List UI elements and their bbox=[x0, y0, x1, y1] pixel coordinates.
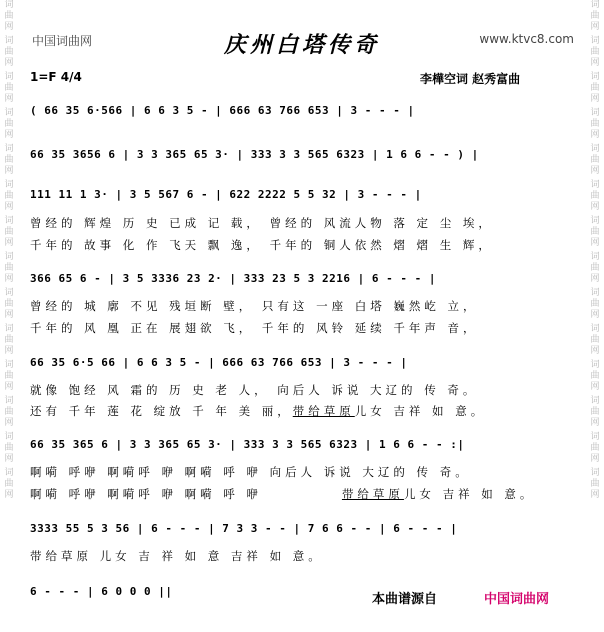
lyric-row-3b: 千年的 故事 化 作 飞天 飘 逸， 千年的 铜人依然 熠 熠 生 辉， bbox=[30, 238, 494, 252]
notation-row-8: 6 - - - | 6 0 0 0 || bbox=[30, 585, 173, 598]
notation-row-5: 66 35 6·5 66 | 6 6 3 5 - | 666 63 766 653 | 3 - - - | bbox=[30, 356, 408, 369]
notation-row-4: 366 65 6 - | 3 5 3336 23 2· | 333 23 5 3 2216 | 6 - - - | bbox=[30, 272, 436, 285]
watermark-glyph: 词 曲 网 bbox=[4, 216, 14, 248]
key-signature: 1=F 4/4 bbox=[30, 70, 82, 84]
lyric-row-5a: 就像 饱经 风 霜的 历 史 老 人， 向后人 诉说 大辽的 传 奇。 bbox=[30, 383, 479, 397]
notation-row-7: 3333 55 5 3 56 | 6 - - - | 7 3 3 - - | 7 6 6 - - | 6 - - - | bbox=[30, 522, 458, 535]
watermark-glyph: 词 曲 网 bbox=[4, 144, 14, 176]
watermark-glyph: 词 曲 网 bbox=[590, 360, 600, 392]
lyric-row-6b bbox=[30, 486, 535, 502]
lyric-row-5b bbox=[30, 403, 486, 419]
watermark-glyph: 词 曲 网 bbox=[4, 180, 14, 212]
watermark-glyph: 词 曲 网 bbox=[4, 72, 14, 104]
lyric-row-6a: 啊嗬 呼咿 啊嗬呼 咿 啊嗬 呼 咿 向后人 诉说 大辽的 传 奇。 bbox=[30, 465, 471, 479]
watermark-glyph: 词 曲 网 bbox=[590, 36, 600, 68]
site-url[interactable]: www.ktvc8.com bbox=[479, 32, 574, 46]
watermark-glyph: 词 曲 网 bbox=[4, 396, 14, 428]
watermark-glyph: 词 曲 网 bbox=[590, 144, 600, 176]
watermark-glyph: 词 曲 网 bbox=[4, 108, 14, 140]
watermark-glyph: 词 曲 网 bbox=[4, 324, 14, 356]
song-title: 庆州白塔传奇 bbox=[223, 32, 380, 58]
footer-source: 本曲谱源自 bbox=[372, 592, 438, 607]
watermark-glyph: 词 曲 网 bbox=[590, 396, 600, 428]
notation-row-2: 66 35 3656 6 | 3 3 365 65 3· | 333 3 3 565 6323 | 1 6 6 - - ) | bbox=[30, 148, 479, 161]
watermark-glyph: 词 曲 网 bbox=[590, 180, 600, 212]
watermark-glyph: 词 曲 网 bbox=[4, 36, 14, 68]
lyric-row-3a: 曾经的 辉煌 历 史 已成 记 载， 曾经的 风流人物 落 定 尘 埃， bbox=[30, 216, 494, 230]
watermark-glyph: 词 曲 网 bbox=[4, 0, 14, 32]
watermark-glyph: 词 曲 网 bbox=[590, 324, 600, 356]
lyric-row-5b-underlined: 带给草原 bbox=[292, 404, 355, 418]
lyric-row-4b: 千年的 风 凰 正在 展翅欲 飞， 千年的 风铃 延续 千年声 音， bbox=[30, 321, 479, 335]
watermark-glyph: 词 曲 网 bbox=[590, 0, 600, 32]
watermark-glyph: 词 曲 网 bbox=[4, 468, 14, 500]
footer-site-link[interactable]: 中国词曲网 bbox=[484, 592, 550, 607]
credits: 李樺空词 赵秀富曲 bbox=[420, 72, 521, 86]
lyric-row-5b-main: 还有 千年 莲 花 绽放 千 年 美 丽， bbox=[30, 404, 293, 418]
watermark-right bbox=[588, 0, 602, 632]
watermark-glyph: 词 曲 网 bbox=[4, 432, 14, 464]
watermark-glyph: 词 曲 网 bbox=[590, 432, 600, 464]
notation-row-1: ( 66 35 6·566 | 6 6 3 5 - | 666 63 766 653 | 3 - - - | bbox=[30, 104, 415, 117]
site-name-left: 中国词曲网 bbox=[32, 34, 93, 48]
watermark-glyph: 词 曲 网 bbox=[590, 252, 600, 284]
watermark-glyph: 词 曲 网 bbox=[590, 216, 600, 248]
watermark-glyph: 词 曲 网 bbox=[590, 468, 600, 500]
lyric-row-7a: 带给草原 儿女 吉 祥 如 意 吉祥 如 意。 bbox=[30, 549, 324, 563]
lyric-row-5b-tail: 儿女 吉祥 如 意。 bbox=[354, 404, 487, 418]
lyric-row-4a: 曾经的 城 廓 不见 残垣断 壁， 只有这 一座 白塔 巍然屹 立， bbox=[30, 299, 479, 313]
lyric-row-6b-main: 啊嗬 呼咿 啊嗬呼 咿 啊嗬 呼 咿 bbox=[30, 487, 262, 501]
lyric-row-6b-tail: 儿女 吉祥 如 意。 bbox=[403, 487, 536, 501]
watermark-glyph: 词 曲 网 bbox=[4, 288, 14, 320]
watermark-glyph: 词 曲 网 bbox=[590, 72, 600, 104]
watermark-glyph: 词 曲 网 bbox=[4, 360, 14, 392]
notation-row-6: 66 35 365 6 | 3 3 365 65 3· | 333 3 3 565 6323 | 1 6 6 - - :| bbox=[30, 438, 465, 451]
watermark-left bbox=[2, 0, 16, 632]
lyric-row-6b-underlined: 带给草原 bbox=[341, 487, 404, 501]
watermark-glyph: 词 曲 网 bbox=[590, 108, 600, 140]
watermark-glyph: 词 曲 网 bbox=[590, 288, 600, 320]
notation-row-3: 111 11 1 3· | 3 5 567 6 - | 622 2222 5 5 32 | 3 - - - | bbox=[30, 188, 422, 201]
watermark-glyph: 词 曲 网 bbox=[4, 252, 14, 284]
